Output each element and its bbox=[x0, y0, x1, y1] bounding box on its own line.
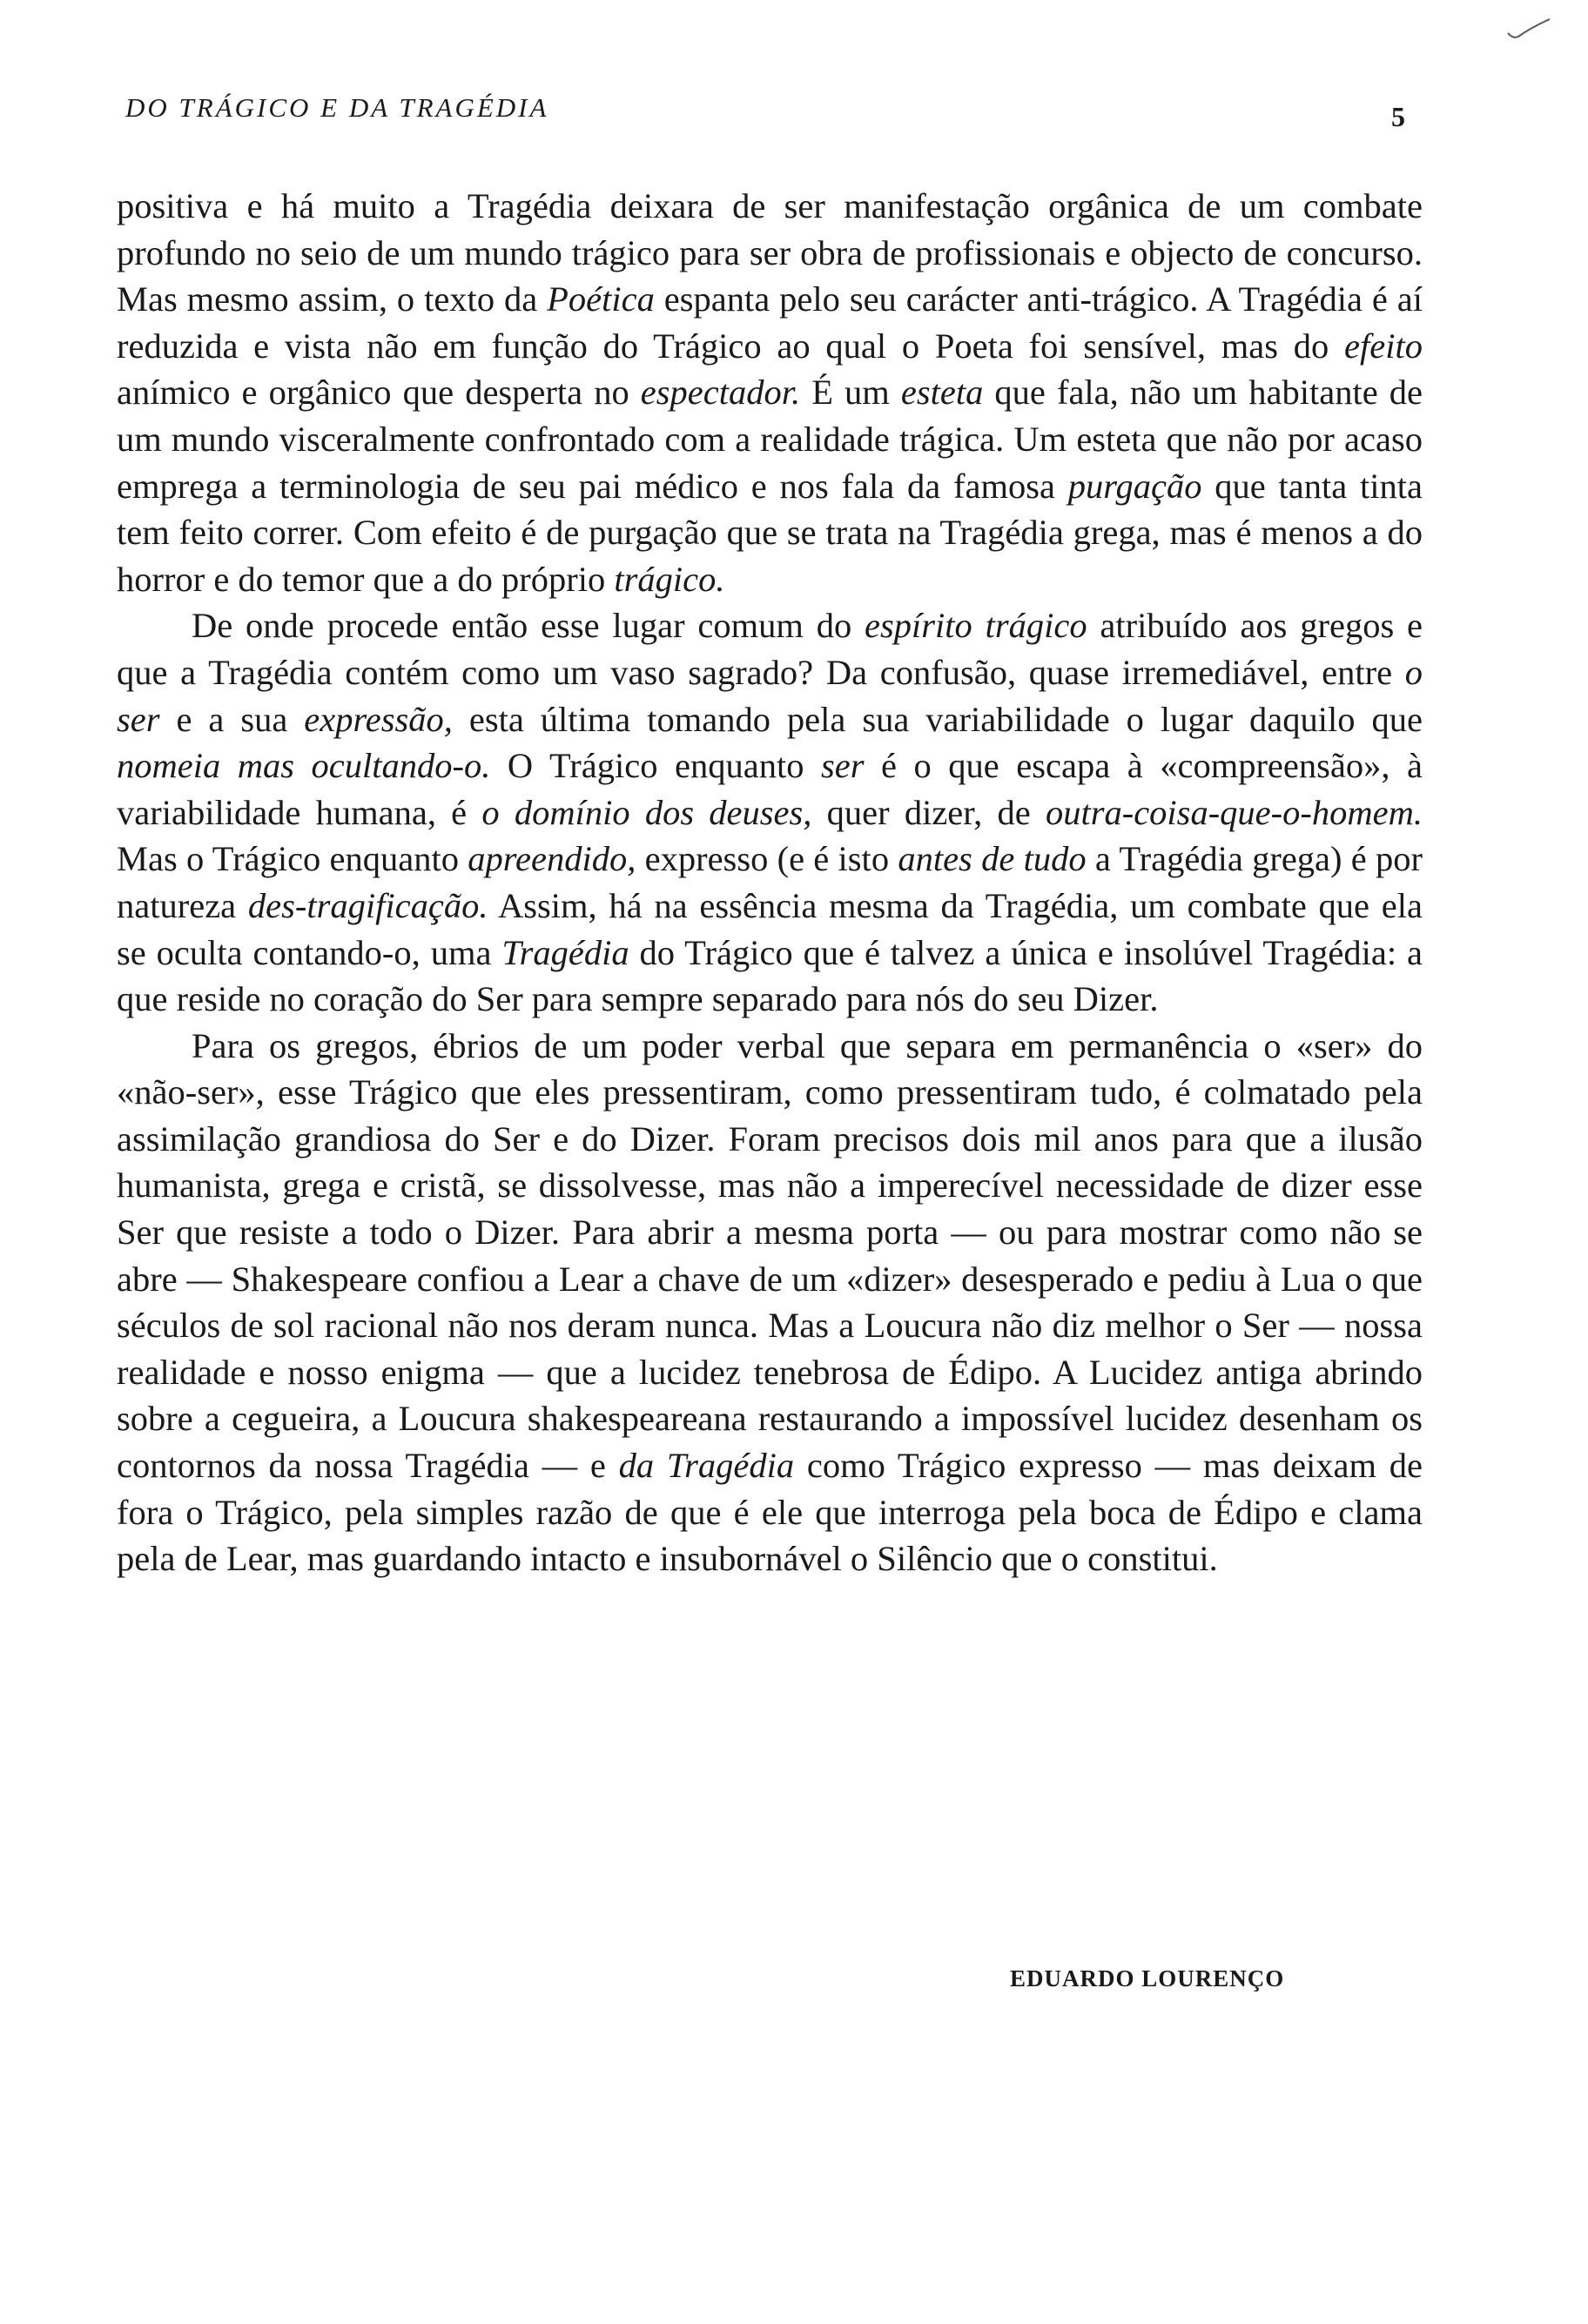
italic-phrase: da Tragédia bbox=[618, 1446, 795, 1486]
text-run: É um bbox=[800, 373, 901, 413]
paragraph bbox=[117, 1023, 1423, 1582]
italic-phrase: trágico. bbox=[614, 559, 725, 599]
italic-phrase: Poética bbox=[547, 279, 655, 319]
text-run: quer dizer, de bbox=[811, 792, 1046, 832]
text-run: e a sua bbox=[159, 699, 305, 739]
running-head: DO TRÁGICO E DA TRAGÉDIA bbox=[125, 92, 549, 123]
italic-phrase: purgação bbox=[1067, 466, 1202, 506]
pencil-check-mark bbox=[1504, 16, 1553, 45]
italic-phrase: o domínio dos deuses, bbox=[481, 792, 812, 832]
paragraph bbox=[117, 183, 1423, 602]
text-run: esta última tomando pela sua variabilidade o lugar daquilo que bbox=[452, 699, 1423, 739]
text-run: espanta pelo seu carácter anti-trágico. A Tragédia é aí reduzida e vista não em função do Trágico ao qual o Poeta foi sensível, mas do bbox=[117, 279, 1423, 366]
italic-phrase: apreendido, bbox=[468, 839, 636, 879]
text-run: Assim, há na essência mesma da Tragédia, um combate que ela se oculta contando-o, uma bbox=[117, 885, 1423, 972]
text-run: positiva e há muito a Tragédia deixara de ser manifestação orgânica de um combate profundo no seio de um mundo trágico para ser obra de profissionais e objecto de concurso. Mas mesmo assim, o texto da bbox=[117, 186, 1423, 319]
author-signature: EDUARDO LOURENÇO bbox=[1010, 1965, 1285, 1992]
italic-phrase: o ser bbox=[117, 652, 1423, 739]
text-run: que tanta tinta tem feito correr. Com efeito é de purgação que se trata na Tragédia grega, mas é menos a do horror e do temor que a do próprio bbox=[117, 466, 1423, 599]
text-run: Mas o Trágico enquanto bbox=[117, 839, 468, 879]
text-run: De onde procede então esse lugar comum do bbox=[192, 606, 865, 646]
text-run: anímico e orgânico que desperta no bbox=[117, 373, 641, 413]
italic-phrase: nomeia mas ocultando-o. bbox=[117, 746, 491, 786]
text-run: O Trágico enquanto bbox=[490, 746, 821, 786]
italic-phrase: antes de tudo bbox=[898, 839, 1087, 879]
text-run: Para os gregos, ébrios de um poder verbal que separa em permanência o «ser» do «não-ser», esse Trágico que eles pressentiram, como pressentiram tudo, é colmatado pela assimilação grandiosa do Ser e do Dizer. Foram precisos dois mil anos para que a ilusão humanista, grega e cristã, se dissolvesse, mas não a imperecível necessidade de dizer esse Ser que resiste a todo o Dizer. Para abrir a mesma porta — ou para mostrar como não se abre — Shakespeare confiou a Lear a chave de um «dizer» desesperado e pediu à Lua o que séculos de sol racional não nos deram nunca. Mas a Loucura não diz melhor o Ser — nossa realidade e nosso enigma — que a lucidez tenebrosa de Édipo. A Lucidez antiga abrindo sobre a cegueira, a Loucura shakespeareana restaurando a impossível lucidez desenham os contornos da nossa Tragédia — e bbox=[117, 1025, 1423, 1486]
body-text bbox=[117, 183, 1423, 1582]
text-run: expresso (e é isto bbox=[636, 839, 898, 879]
text-run: como Trágico expresso — mas deixam de fora o Trágico, pela simples razão de que é ele que interroga pela boca de Édipo e clama pela de Lear, mas guardando intacto e insubornável o Silêncio que o constitui. bbox=[117, 1446, 1423, 1579]
text-run: atribuído aos gregos e que a Tragédia contém como um vaso sagrado? Da confusão, quase irremediável, entre bbox=[117, 606, 1423, 692]
italic-phrase: espectador. bbox=[640, 373, 801, 413]
italic-phrase: efeito bbox=[1344, 326, 1423, 366]
text-run: é o que escapa à «compreensão», à variabilidade humana, é bbox=[117, 746, 1423, 832]
italic-phrase: expressão, bbox=[304, 699, 453, 739]
italic-phrase: Tragédia bbox=[501, 932, 629, 972]
page-number: 5 bbox=[1391, 101, 1405, 132]
text-run: a Tragédia grega) é por natureza bbox=[117, 839, 1423, 925]
text-run: do Trágico que é talvez a única e insolúvel Tragédia: a que reside no coração do Ser para sempre separado para nós do seu Dizer. bbox=[117, 932, 1423, 1019]
italic-phrase: espírito trágico bbox=[865, 606, 1087, 646]
italic-phrase: des-tragificação. bbox=[247, 885, 488, 925]
paragraph bbox=[117, 602, 1423, 1022]
italic-phrase: esteta bbox=[900, 373, 984, 413]
italic-phrase: ser bbox=[820, 746, 865, 786]
italic-phrase: outra-coisa-que-o-homem. bbox=[1045, 792, 1423, 832]
text-run: que fala, não um habitante de um mundo visceralmente confrontado com a realidade trágica. Um esteta que não por acaso emprega a terminologia de seu pai médico e nos fala da famosa bbox=[117, 373, 1423, 506]
